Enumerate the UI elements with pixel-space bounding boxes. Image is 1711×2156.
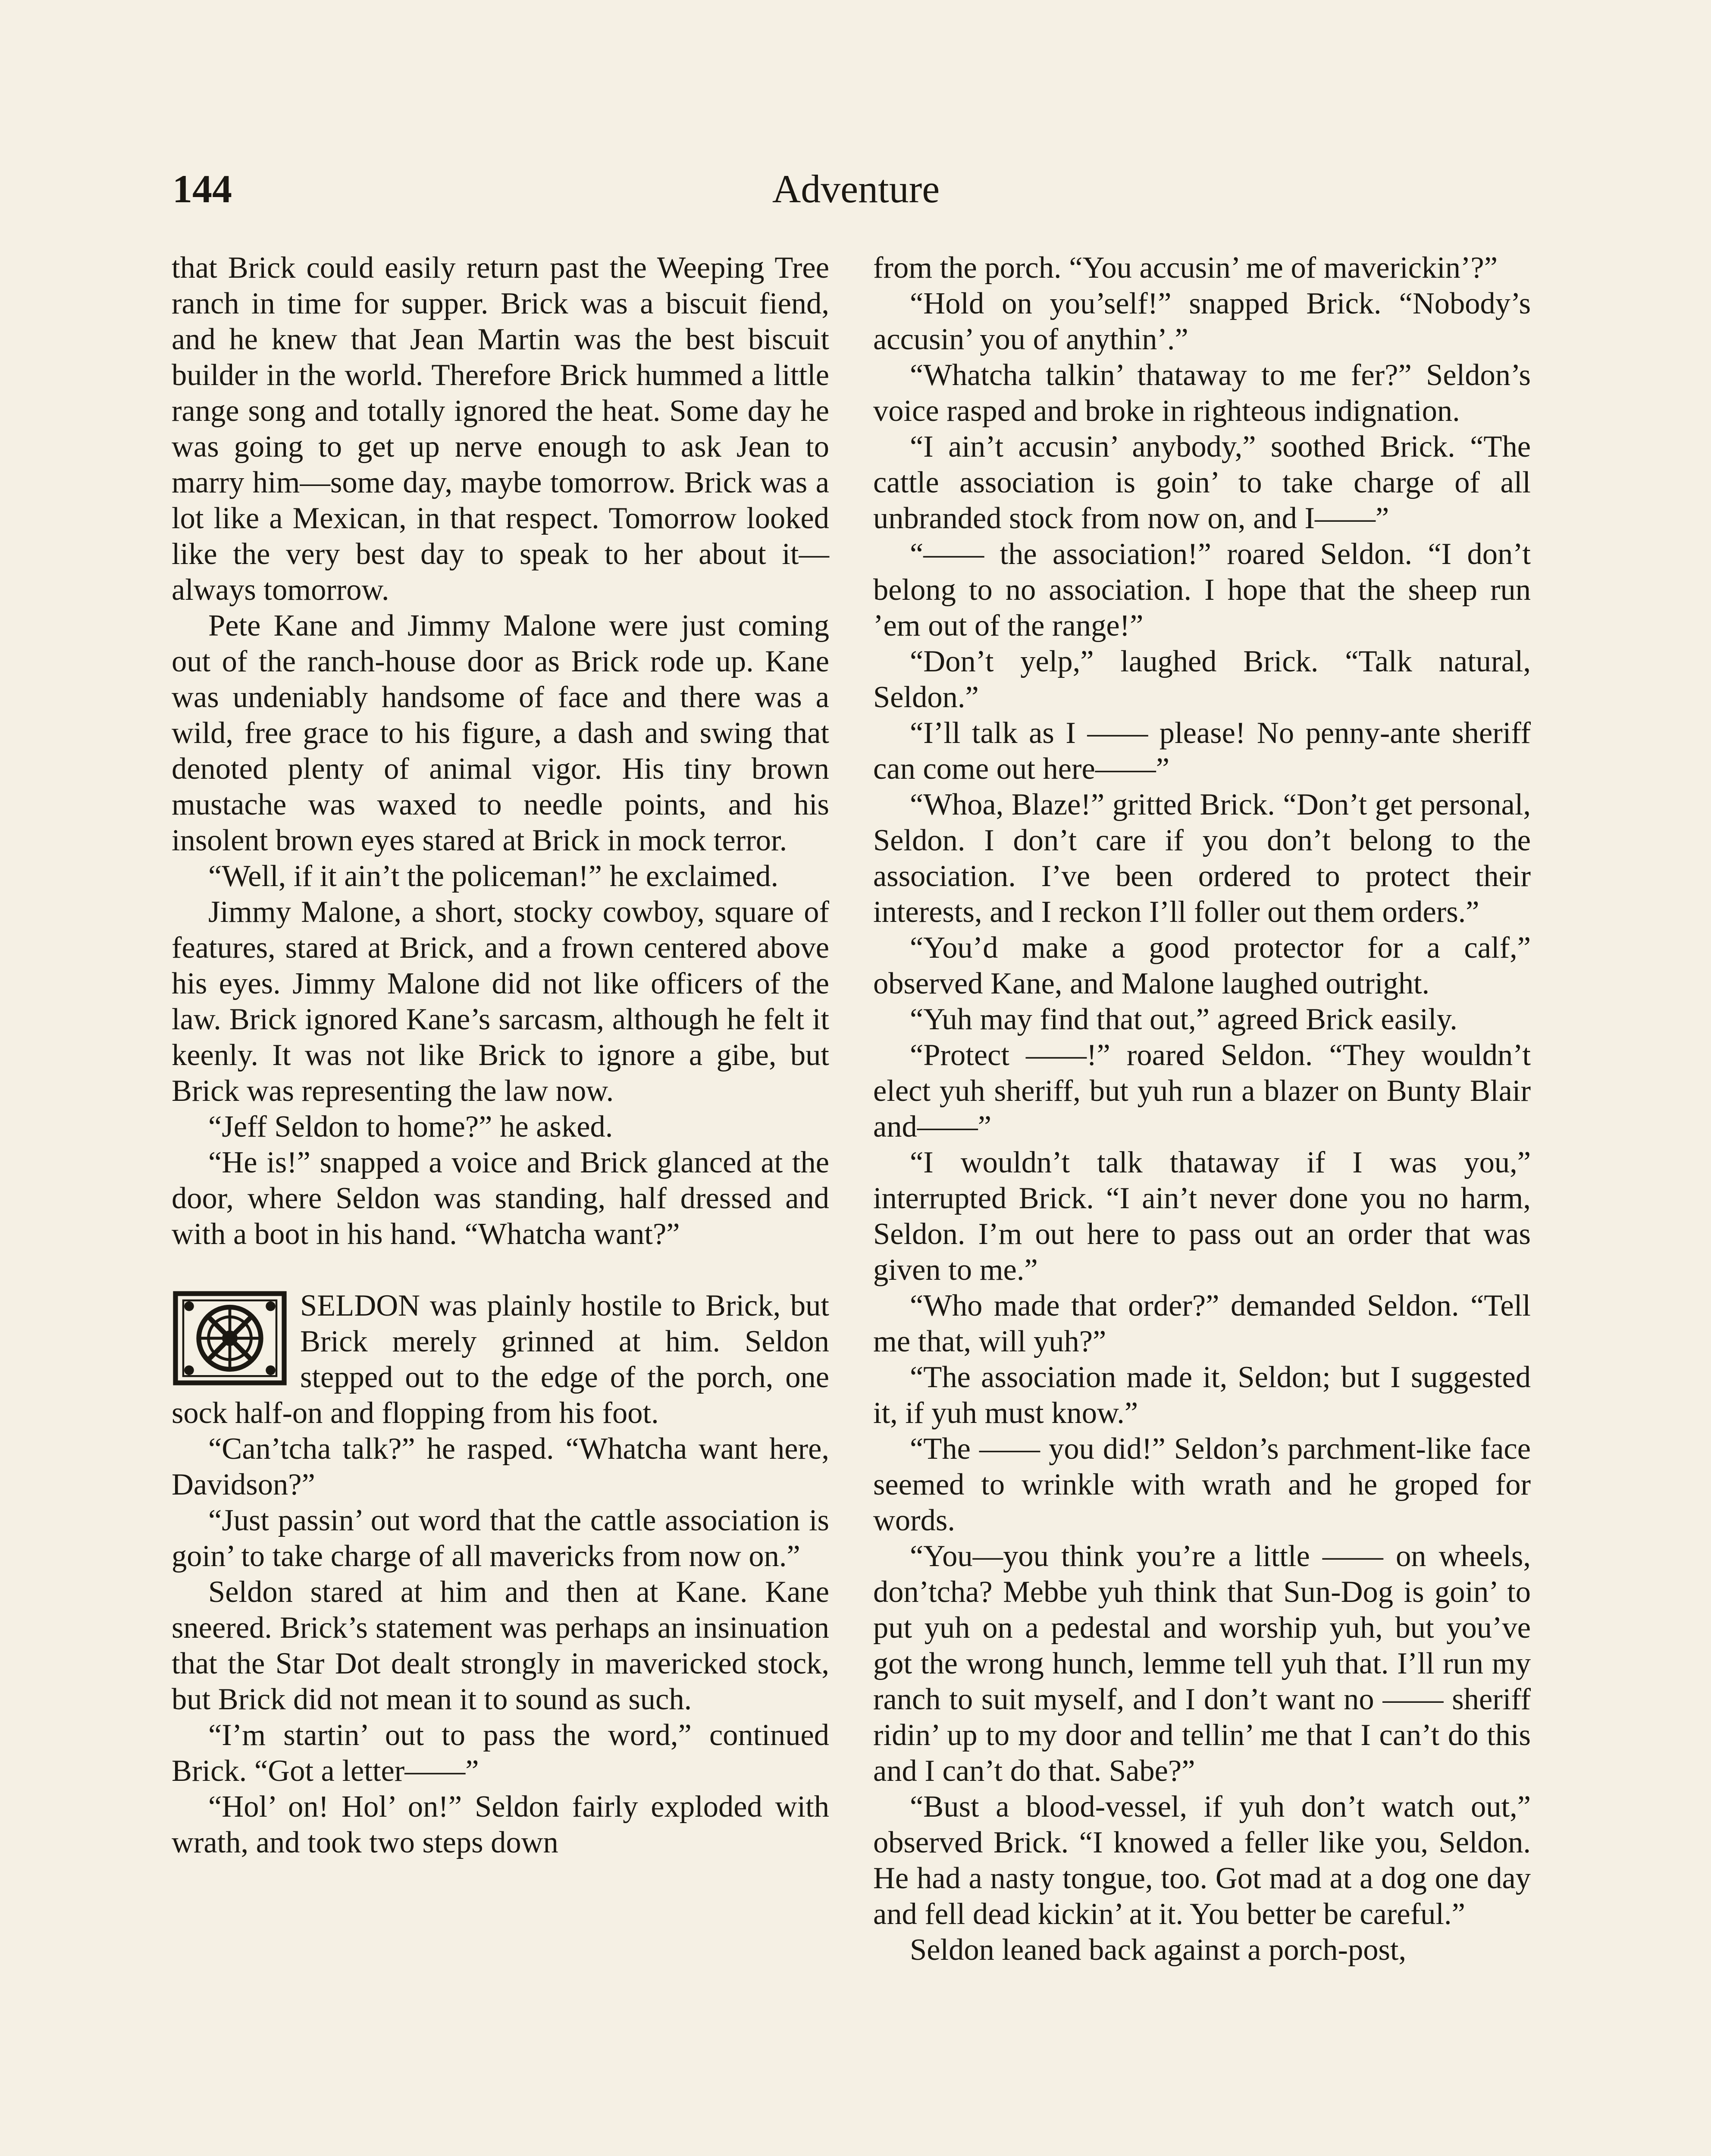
paragraph: Seldon leaned back against a porch-post, bbox=[910, 1933, 1407, 1967]
paragraph: “You’d make a good protector for a calf,” observed Kane, and Malone laughed outright. bbox=[873, 931, 1531, 1000]
paragraph: “Can’tcha talk?” he rasped. “Whatcha want here, Davidson?” bbox=[172, 1432, 829, 1501]
paragraph: Jimmy Malone, a short, stocky cowboy, square of features, stared at Brick, and a frown centered above his eyes. Jimmy Malone did not like officers of the law. Brick ignored Kane’s sarcasm, although he felt it keenly. It was not like Brick to ignore a gibe, but Brick was representing the law now. bbox=[172, 895, 829, 1108]
paragraph: “I ain’t accusin’ anybody,” soothed Brick. “The cattle association is goin’ to take charge of all unbranded stock from now on, and I——” bbox=[873, 430, 1531, 535]
paragraph: “Whatcha talkin’ thataway to me fer?” Seldon’s voice rasped and broke in righteous indignation. bbox=[873, 358, 1531, 428]
page-header bbox=[172, 166, 1539, 226]
paragraph: Seldon stared at him and then at Kane. Kane sneered. Brick’s statement was perhaps an insinuation that the Star Dot dealt strongly in mavericked stock, but Brick did not mean it to sound as such. bbox=[172, 1575, 829, 1716]
paragraph: from the porch. “You accusin’ me of maverickin’?” bbox=[873, 251, 1498, 285]
section-opening-paragraph: SELDON was plainly hostile to Brick, but Brick merely grinned at him. Seldon stepped out to the edge of the porch, one sock half-on and flopping from his foot. bbox=[172, 1289, 829, 1430]
paragraph: “Don’t yelp,” laughed Brick. “Talk natural, Seldon.” bbox=[873, 645, 1531, 714]
paragraph: “Who made that order?” demanded Seldon. “Tell me that, will yuh?” bbox=[873, 1289, 1531, 1358]
paragraph: “The —— you did!” Seldon’s parchment-like face seemed to wrinkle with wrath and he groped for words. bbox=[873, 1432, 1531, 1537]
celtic-knot-ornament-icon bbox=[172, 1290, 288, 1387]
paragraph: “I wouldn’t talk thataway if I was you,” interrupted Brick. “I ain’t never done you no harm, Seldon. I’m out here to pass out an order that was given to me.” bbox=[873, 1146, 1531, 1287]
paragraph: that Brick could easily return past the Weeping Tree ranch in time for supper. Brick was a biscuit fiend, and he knew that Jean Martin was the best biscuit builder in the world. Therefore Brick hummed a little range song and totally ignored the heat. Some day he was going to get up nerve enough to ask Jean to marry him—some day, maybe tomorrow. Brick was a lot like a Mexican, in that respect. Tomorrow looked like the very best day to speak to her about it—always tomorrow. bbox=[172, 251, 829, 607]
page-number: 144 bbox=[172, 167, 232, 211]
section-break bbox=[172, 1252, 829, 1288]
paragraph: “Yuh may find that out,” agreed Brick easily. bbox=[910, 1003, 1457, 1036]
paragraph: “Just passin’ out word that the cattle association is goin’ to take charge of all mavericks from now on.” bbox=[172, 1504, 829, 1573]
paragraph: “Whoa, Blaze!” gritted Brick. “Don’t get personal, Seldon. I don’t care if you don’t belong to the association. I’ve been ordered to protect their interests, and I reckon I’ll foller out them orders.” bbox=[873, 788, 1531, 929]
paragraph: “Hold on you’self!” snapped Brick. “Nobody’s accusin’ you of anythin’.” bbox=[873, 287, 1531, 356]
paragraph: “You—you think you’re a little —— on wheels, don’tcha? Mebbe yuh think that Sun-Dog is goin’ to put yuh on a pedestal and worship yuh, but you’ve got the wrong hunch, lemme tell yuh that. I’ll run my ranch to suit myself, and I don’t want no —— sheriff ridin’ up to my door and tellin’ me that I can’t do this and I can’t do that. Sabe?” bbox=[873, 1539, 1531, 1788]
paragraph: “Jeff Seldon to home?” he asked. bbox=[208, 1110, 613, 1144]
paragraph: “I’ll talk as I —— please! No penny-ante sheriff can come out here——” bbox=[873, 716, 1531, 786]
paragraph: “The association made it, Seldon; but I suggested it, if yuh must know.” bbox=[873, 1360, 1531, 1430]
paragraph: “Well, if it ain’t the policeman!” he exclaimed. bbox=[208, 859, 779, 893]
paragraph: “Hol’ on! Hol’ on!” Seldon fairly exploded with wrath, and took two steps down bbox=[172, 1790, 829, 1859]
paragraph: “He is!” snapped a voice and Brick glanced at the door, where Seldon was standing, half dressed and with a boot in his hand. “Whatcha want?” bbox=[172, 1146, 829, 1251]
paragraph: “Protect ——!” roared Seldon. “They wouldn’t elect yuh sheriff, but yuh run a blazer on Bunty Blair and——” bbox=[873, 1038, 1531, 1144]
running-title: Adventure bbox=[772, 167, 940, 211]
paragraph: Pete Kane and Jimmy Malone were just coming out of the ranch-house door as Brick rode up. Kane was undeniably handsome of face and there was a wild, free grace to his figure, a dash and swing that denoted plenty of animal vigor. His tiny brown mustache was waxed to needle points, and his insolent brown eyes stared at Brick in mock terror. bbox=[172, 609, 829, 857]
paragraph: “—— the association!” roared Seldon. “I don’t belong to no association. I hope that the sheep run ’em out of the range!” bbox=[873, 537, 1531, 642]
paragraph: “Bust a blood-vessel, if yuh don’t watch out,” observed Brick. “I knowed a feller like you, Seldon. He had a nasty tongue, too. Got mad at a dog one day and fell dead kickin’ at it. You better be careful.” bbox=[873, 1790, 1531, 1931]
paragraph: “I’m startin’ out to pass the word,” continued Brick. “Got a letter——” bbox=[172, 1718, 829, 1788]
left-column bbox=[172, 250, 829, 1861]
right-column bbox=[873, 250, 1531, 1968]
